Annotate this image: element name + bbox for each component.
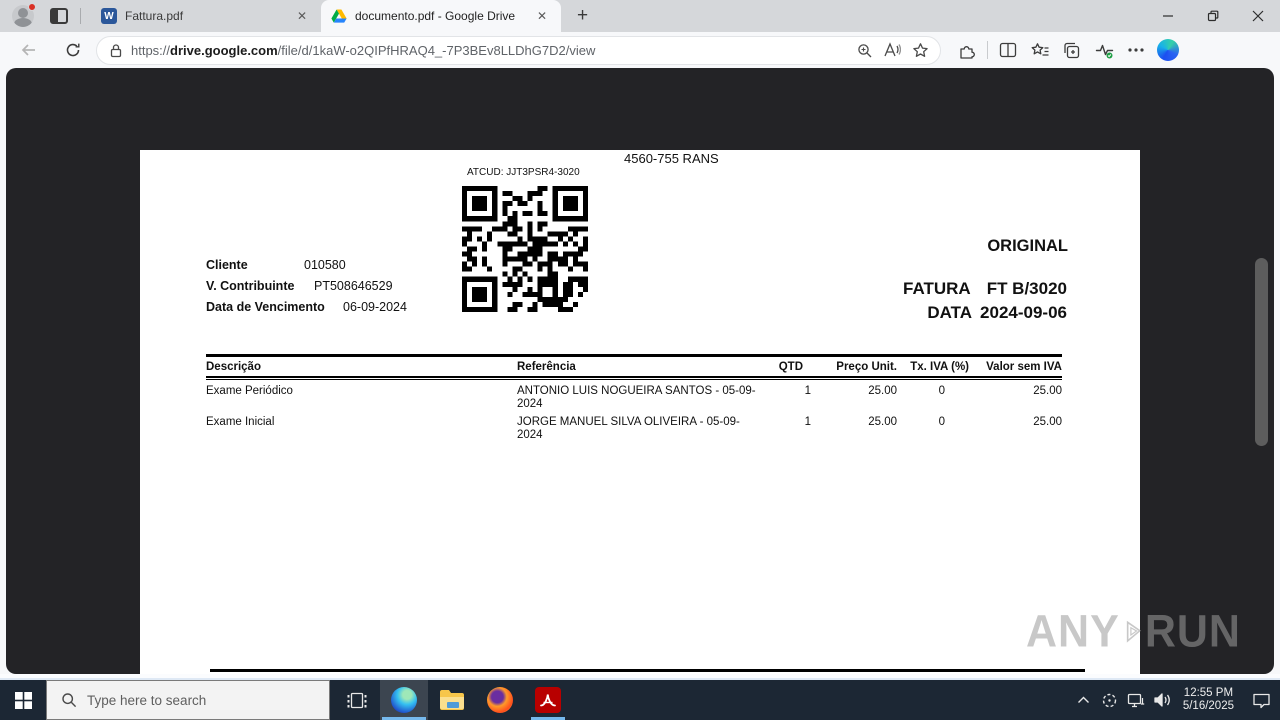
refresh-icon[interactable] [58,35,88,65]
tab-fattura[interactable] [91,0,321,32]
taskbar-search[interactable] [46,680,330,720]
divider [987,41,988,59]
url-text: https://drive.google.com/file/d/1kaW-o2QIPfHRAQ4_-7P3BEv8LLDhG7D2/view [131,42,596,58]
restore-button[interactable] [1190,0,1235,32]
invoice-number-line: FATURA FT B/3020 [903,279,1067,298]
tab-actions-icon[interactable] [50,8,68,24]
clock-date: 5/16/2025 [1182,700,1234,712]
close-tab-icon[interactable]: ✕ [296,9,307,23]
network-icon[interactable] [1123,680,1149,720]
totals-top-rule [210,669,1085,672]
edge-icon [391,687,417,713]
file-explorer-icon [439,689,465,711]
qr-code [462,186,588,312]
favorites-icon[interactable] [1024,35,1056,65]
start-button[interactable] [0,680,46,720]
copilot-icon[interactable] [1152,35,1184,65]
settings-more-icon[interactable] [1120,35,1152,65]
task-view-button[interactable] [334,680,380,720]
browser-toolbar [0,32,1280,68]
address-bar[interactable] [96,36,941,65]
collections-icon[interactable] [1056,35,1088,65]
minimize-button[interactable] [1145,0,1190,32]
taskbar-acrobat-button[interactable] [524,680,572,720]
read-aloud-icon[interactable] [878,36,906,64]
taskbar [0,680,1280,720]
back-icon[interactable] [14,35,44,65]
tab-label: documento.pdf - Google Drive [355,9,516,23]
action-center-button[interactable] [1242,692,1280,709]
hidden-icons-chevron[interactable] [1071,680,1097,720]
client-block [206,258,407,321]
divider [80,8,81,24]
invoice-date-line: DATA 2024-09-06 [927,303,1067,322]
browser-titlebar [0,0,1280,32]
table-row: Exame Inicial JORGE MANUEL SILVA OLIVEIRA - 05-09-2024 1 25.00 0 25.00 [206,416,1062,441]
anyrun-watermark: ANY RUN [1026,602,1241,662]
firefox-icon [487,687,513,713]
google-drive-icon [331,8,347,24]
invoice-page [140,150,1140,674]
new-tab-button[interactable]: + [577,5,589,26]
original-label: ORIGINAL [987,237,1068,255]
close-tab-icon[interactable]: ✕ [536,9,547,23]
search-icon [61,692,77,708]
invoice-table [206,354,1062,442]
table-row: Exame Periódico ANTONIO LUIS NOGUEIRA SANTOS - 05-09-2024 1 25.00 0 25.00 [206,385,1062,410]
toolbar-actions [951,35,1184,65]
word-icon: W [101,8,117,24]
extensions-icon[interactable] [951,35,983,65]
taskbar-firefox-button[interactable] [476,680,524,720]
tab-documento-active[interactable] [321,0,561,32]
tab-label: Fattura.pdf [125,9,184,23]
zoom-page-icon[interactable] [850,36,878,64]
window-controls [1145,0,1280,32]
postal-line: 4560-755 RANS [624,151,719,166]
client-row: Cliente 010580 [206,258,346,272]
system-tray [1071,680,1280,720]
profile-button[interactable] [12,5,34,27]
browser-essentials-icon[interactable] [1088,35,1120,65]
scrollbar-thumb[interactable] [1255,258,1268,446]
acrobat-icon [535,687,561,713]
profile-notification-dot [28,3,36,11]
add-favorite-star-icon[interactable] [906,36,934,64]
split-screen-icon[interactable] [992,35,1024,65]
taskbar-explorer-button[interactable] [428,680,476,720]
atcud-line: ATCUD: JJT3PSR4-3020 [467,167,580,178]
search-placeholder: Type here to search [87,692,207,708]
volume-icon[interactable] [1149,680,1175,720]
clock-time: 12:55 PM [1183,687,1234,699]
pdf-viewer-area [6,68,1274,674]
taskbar-edge-button[interactable] [380,680,428,720]
client-row: V. Contribuinte PT508646529 [206,279,393,293]
table-header: Descrição Referência QTD Preço Unit. Tx. IVA (%) Valor sem IVA [206,354,1062,376]
close-window-button[interactable] [1235,0,1280,32]
taskbar-clock[interactable] [1175,687,1242,713]
tray-app-icon[interactable] [1097,680,1123,720]
client-row: Data de Vencimento 06-09-2024 [206,300,407,314]
lock-icon [109,43,123,58]
